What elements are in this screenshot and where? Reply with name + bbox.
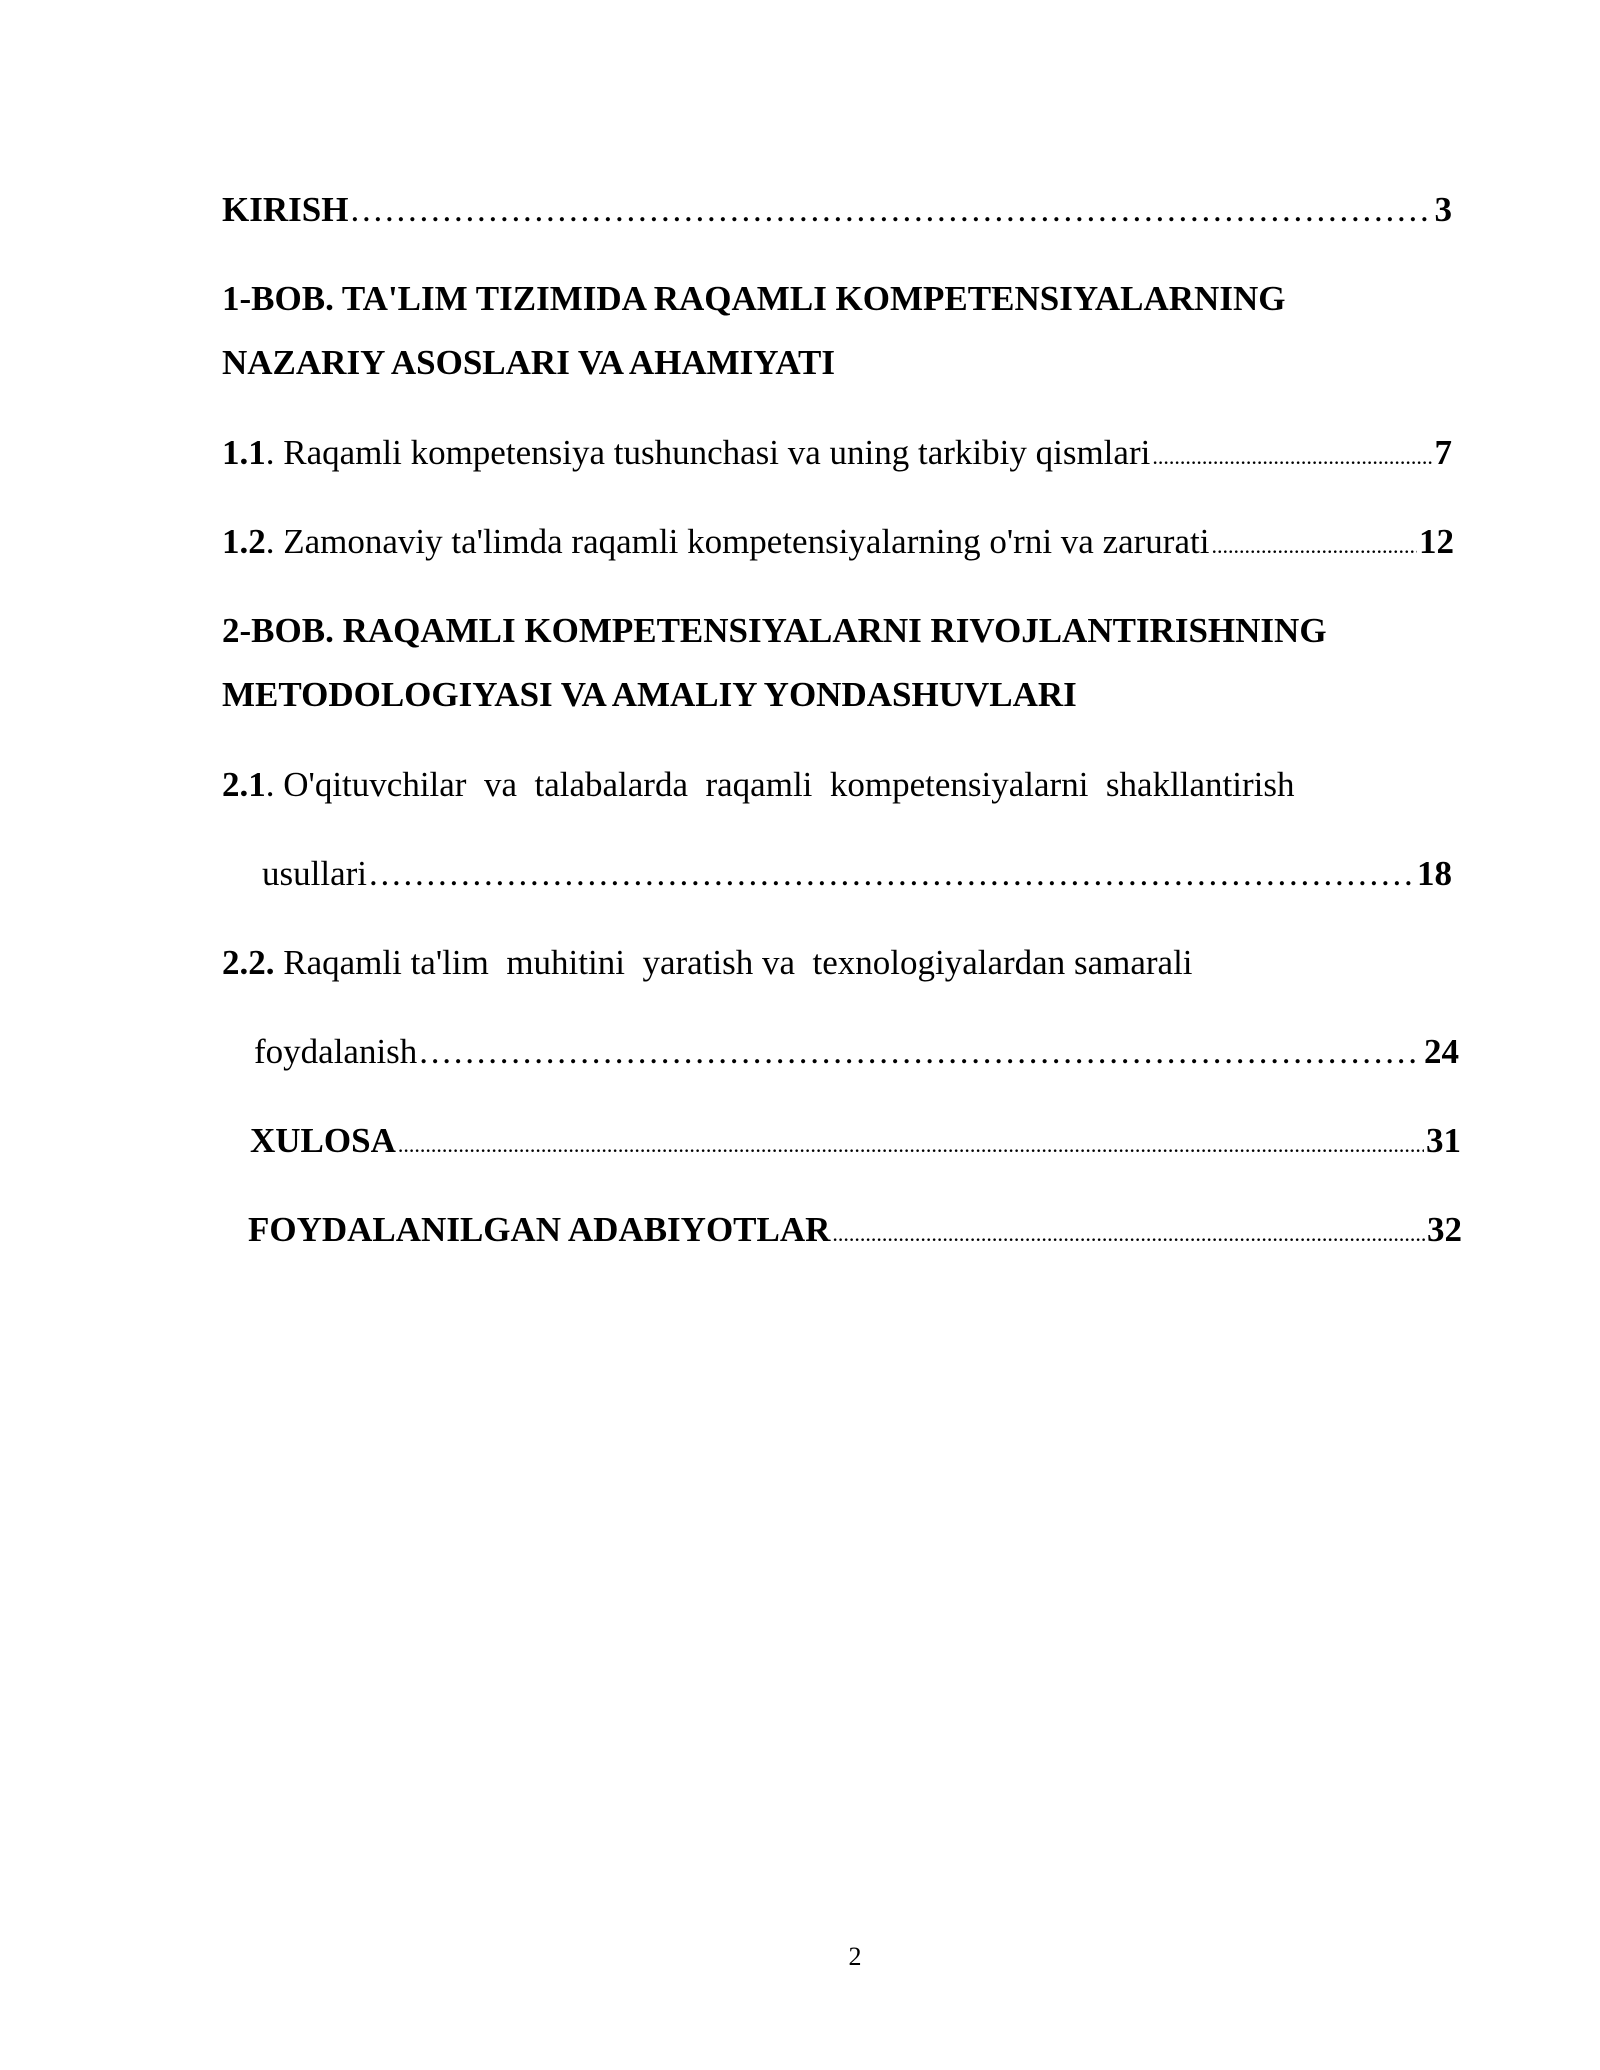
toc-entry-conclusion[interactable] [250,1118,1461,1168]
toc-entry-references[interactable] [248,1207,1462,1257]
dot-leader [1152,434,1432,480]
toc-entry-intro[interactable] [222,187,1452,233]
dot-leader [1211,523,1417,569]
toc-entry-1-1[interactable] [222,430,1452,480]
toc-1-1-title: . Raqamli kompetensiya tushunchasi va uning tarkibiy qismlari [265,433,1151,472]
toc-references-label: FOYDALANILGAN ADABIYOTLAR [248,1210,831,1249]
toc-chapter1-line1[interactable]: 1-BOB. TA'LIM TIZIMIDA RAQAMLI KOMPETENSIYALARNING [222,279,1286,318]
toc-1-1-page: 7 [1434,433,1452,472]
page-number: 2 [848,1942,862,1971]
toc-conclusion-label: XULOSA [250,1121,396,1160]
toc-entry-2-2-continued[interactable] [254,1029,1459,1075]
toc-chapter1-line2[interactable]: NAZARIY ASOSLARI VA AHAMIYATI [222,343,835,382]
toc-1-2-number: 1.2 [222,522,266,561]
toc-chapter2-line2[interactable]: METODOLOGIYASI VA AMALIY YONDASHUVLARI [222,675,1077,714]
toc-2-1-number: 2.1 [222,765,266,804]
dot-leader [350,187,1432,233]
dot-leader [832,1211,1425,1257]
toc-2-2-title-cont: foydalanish [254,1032,418,1071]
toc-entry-2-1-continued[interactable] [262,851,1452,897]
toc-2-2-page: 24 [1424,1032,1459,1071]
toc-intro-label: KIRISH [222,190,349,229]
toc-entry-2-2[interactable] [222,940,1193,986]
toc-2-2-title: Raqamli ta'lim muhitini yaratish va texnologiyalardan samarali [274,943,1193,982]
toc-1-2-title: . Zamonaviy ta'limda raqamli kompetensiyalarning o'rni va zarurati [265,522,1210,561]
dot-leader [398,1122,1424,1168]
toc-entry-1-2[interactable] [222,519,1454,569]
toc-1-2-page: 12 [1419,522,1454,561]
toc-references-page: 32 [1427,1210,1462,1249]
toc-2-1-title: . O'qituvchilar va talabalarda raqamli kompetensiyalarni shakllantirish [265,765,1295,804]
toc-entry-2-1[interactable] [222,762,1295,808]
toc-2-1-title-cont: usullari [262,854,367,893]
toc-intro-page: 3 [1434,190,1452,229]
dot-leader [369,851,1415,897]
toc-2-2-number: 2.2. [222,943,275,982]
toc-1-1-number: 1.1 [222,433,266,472]
toc-conclusion-page: 31 [1426,1121,1461,1160]
toc-2-1-page: 18 [1417,854,1452,893]
dot-leader [419,1029,1422,1075]
toc-chapter2-line1[interactable]: 2-BOB. RAQAMLI KOMPETENSIYALARNI RIVOJLANTIRISHNING [222,611,1327,650]
